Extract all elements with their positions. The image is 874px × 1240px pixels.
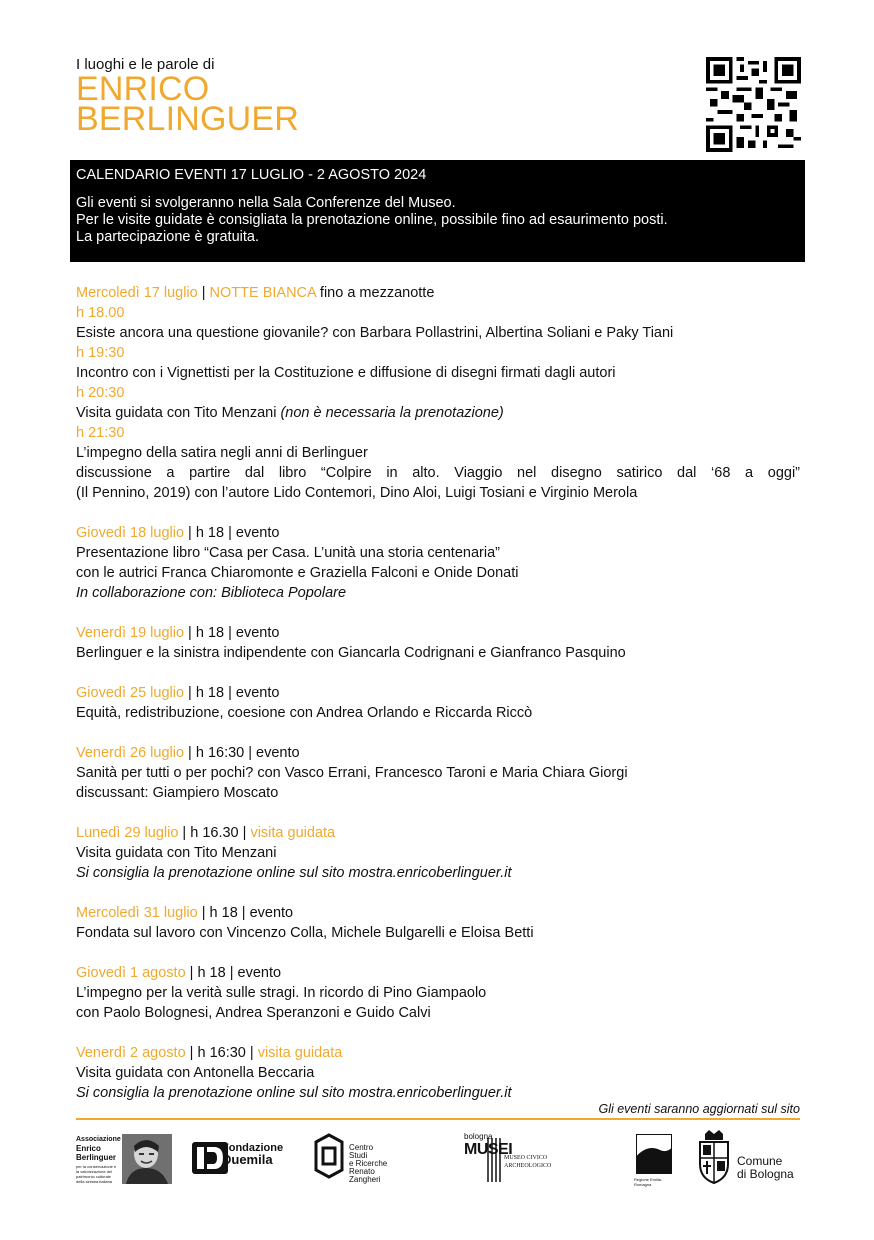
event-description: L’impegno della satira negli anni di Berlinguer (76, 445, 368, 461)
event-description: discussant: Giampiero Moscato (76, 785, 279, 801)
event-tag: visita guidata (250, 825, 336, 841)
event-heading (76, 743, 800, 763)
event-meta: | h 16.30 | (178, 825, 251, 841)
info-line-3: La partecipazione è gratuita. (76, 229, 259, 245)
event-19-luglio (76, 623, 800, 663)
musei-line-1: bologna (464, 1132, 493, 1141)
logo-associazione-berlinguer (76, 1128, 172, 1186)
event-description: con le autrici Franca Chiaromonte e Graziella Falconi e Onide Donati (76, 565, 519, 581)
portrait-photo-icon (122, 1134, 172, 1184)
event-note: (non è necessaria la prenotazione) (280, 405, 504, 421)
comune-crest-icon (697, 1130, 731, 1184)
footnote: Gli eventi saranno aggiornati sul sito (598, 1102, 800, 1116)
booking-note: Si consiglia la prenotazione online sul sito mostra.enricoberlinguer.it (76, 865, 512, 881)
event-heading (76, 623, 800, 643)
event-2-agosto (76, 1043, 800, 1103)
event-note: In collaborazione con: Biblioteca Popolare (76, 585, 347, 601)
event-18-luglio (76, 523, 800, 603)
event-description: con Paolo Bolognesi, Andrea Speranzoni e Guido Calvi (76, 1005, 431, 1021)
centro-line-2: Studi (349, 1151, 368, 1160)
event-26-luglio (76, 743, 800, 803)
info-line-2: Per le visite guidate è consigliata la prenotazione online, possibile fino ad esaurimento posti. (76, 212, 668, 228)
header-title-line2: BERLINGUER (76, 100, 300, 138)
event-meta: | h 18 | evento (185, 965, 282, 981)
event-heading (76, 963, 800, 983)
logo-centro-zangheri (312, 1128, 402, 1186)
event-time: h 21:30 (76, 425, 125, 441)
event-separator: | (197, 285, 210, 301)
event-time: h 19:30 (76, 345, 125, 361)
event-heading (76, 283, 800, 303)
info-box (70, 160, 805, 262)
centro-line-4: Renato (349, 1167, 375, 1176)
event-tag: visita guidata (257, 1045, 343, 1061)
event-day: Giovedì 18 luglio (76, 525, 185, 541)
event-heading-rest: fino a mezzanotte (315, 285, 435, 301)
event-description: Incontro con i Vignettisti per la Costituzione e diffusione di disegni firmati dagli autori (76, 365, 616, 381)
assoc-line-1: Associazione (76, 1136, 121, 1143)
events-list (76, 283, 800, 1103)
assoc-line-3: Berlinguer (76, 1152, 117, 1162)
event-heading (76, 823, 800, 843)
event-meta: | h 18 | evento (184, 625, 280, 641)
comune-line-2: di Bologna (737, 1167, 794, 1181)
fondazione-line-1: Fondazione (222, 1142, 284, 1154)
event-time: h 18.00 (76, 305, 125, 321)
event-day: Mercoledì 17 luglio (76, 285, 198, 301)
regione-label: Regione Emilia-Romagna (634, 1177, 663, 1187)
event-meta: | h 18 | evento (184, 685, 280, 701)
event-meta: | h 16:30 | (185, 1045, 258, 1061)
event-25-luglio (76, 683, 800, 723)
assoc-small-text: per la conservazione e la valorizzazione del patrimonio culturale della sinistra italiana (76, 1163, 117, 1184)
header-title-line1: ENRICO (76, 70, 210, 108)
event-time: h 20:30 (76, 385, 125, 401)
centro-line-3: e Ricerche (349, 1159, 388, 1168)
event-heading (76, 903, 800, 923)
event-description: Visita guidata con Antonella Beccaria (76, 1065, 315, 1081)
event-day: Venerdì 19 luglio (76, 625, 185, 641)
header (76, 56, 300, 138)
event-description: Presentazione libro “Casa per Casa. L’unità una storia centenaria” (76, 545, 500, 561)
calendar-heading: CALENDARIO EVENTI 17 LUGLIO - 2 AGOSTO 2024 (76, 167, 427, 183)
musei-stripes-icon (486, 1138, 502, 1182)
event-description: Fondata sul lavoro con Vincenzo Colla, Michele Bulgarelli e Eloisa Betti (76, 925, 534, 941)
centro-line-5: Zangheri (349, 1175, 381, 1184)
centro-mark-icon (312, 1132, 346, 1180)
event-description: Visita guidata con Tito Menzani (76, 845, 277, 861)
event-1-agosto (76, 963, 800, 1023)
event-description: Berlinguer e la sinistra indipendente con Giancarla Codrignani e Gianfranco Pasquino (76, 645, 626, 661)
event-day: Lunedì 29 luglio (76, 825, 179, 841)
event-day: Giovedì 1 agosto (76, 965, 186, 981)
logo-regione (634, 1128, 674, 1186)
event-description: L’impegno per la verità sulle stragi. In ricordo di Pino Giampaolo (76, 985, 487, 1001)
assoc-line-2: Enrico (76, 1143, 101, 1153)
regione-mark-icon (636, 1134, 672, 1174)
event-29-luglio (76, 823, 800, 883)
logo-comune-bologna (697, 1128, 802, 1186)
musei-line-2: MUSEI (464, 1141, 513, 1158)
event-heading (76, 683, 800, 703)
qr-code-icon[interactable] (706, 57, 801, 152)
event-day: Giovedì 25 luglio (76, 685, 185, 701)
event-description: Equità, redistribuzione, coesione con Andrea Orlando e Riccarda Riccò (76, 705, 533, 721)
event-meta: | h 18 | evento (184, 525, 280, 541)
event-heading (76, 1043, 800, 1063)
event-description: Sanità per tutti o per pochi? con Vasco Errani, Francesco Taroni e Maria Chiara Giorgi (76, 765, 628, 781)
event-day: Mercoledì 31 luglio (76, 905, 198, 921)
logo-bologna-musei (464, 1128, 569, 1186)
notte-bianca-label: NOTTE BIANCA (209, 285, 316, 301)
event-meta: | h 16:30 | evento (184, 745, 300, 761)
fondazione-line-2: Duemila (222, 1152, 273, 1167)
event-description: discussione a partire dal libro “Colpire in alto. Viaggio nel disegno satirico dal ‘68 a oggi” (76, 465, 800, 481)
logo-fondazione-duemila (192, 1128, 292, 1186)
event-description: Esiste ancora una questione giovanile? con Barbara Pollastrini, Albertina Soliani e Paky Tiani (76, 325, 674, 341)
musei-line-3: MUSEO CIVICO ARCHEOLOGICO (504, 1155, 552, 1169)
event-description: (Il Pennino, 2019) con l’autore Lido Contemori, Dino Aloi, Luigi Tosiani e Virginio Merola (76, 485, 638, 501)
comune-line-1: Comune (737, 1154, 783, 1168)
info-line-1: Gli eventi si svolgeranno nella Sala Conferenze del Museo. (76, 195, 456, 211)
event-description-text: Visita guidata con Tito Menzani (76, 405, 281, 421)
header-subtitle: I luoghi e le parole di (76, 56, 215, 73)
footer-divider (76, 1118, 800, 1120)
event-day: Venerdì 26 luglio (76, 745, 185, 761)
event-heading (76, 523, 800, 543)
event-day: Venerdì 2 agosto (76, 1045, 186, 1061)
event-17-luglio (76, 283, 800, 503)
event-description (76, 403, 800, 423)
event-meta: | h 18 | evento (197, 905, 294, 921)
event-31-luglio (76, 903, 800, 943)
booking-note: Si consiglia la prenotazione online sul sito mostra.enricoberlinguer.it (76, 1085, 512, 1101)
centro-line-1: Centro (349, 1143, 374, 1152)
